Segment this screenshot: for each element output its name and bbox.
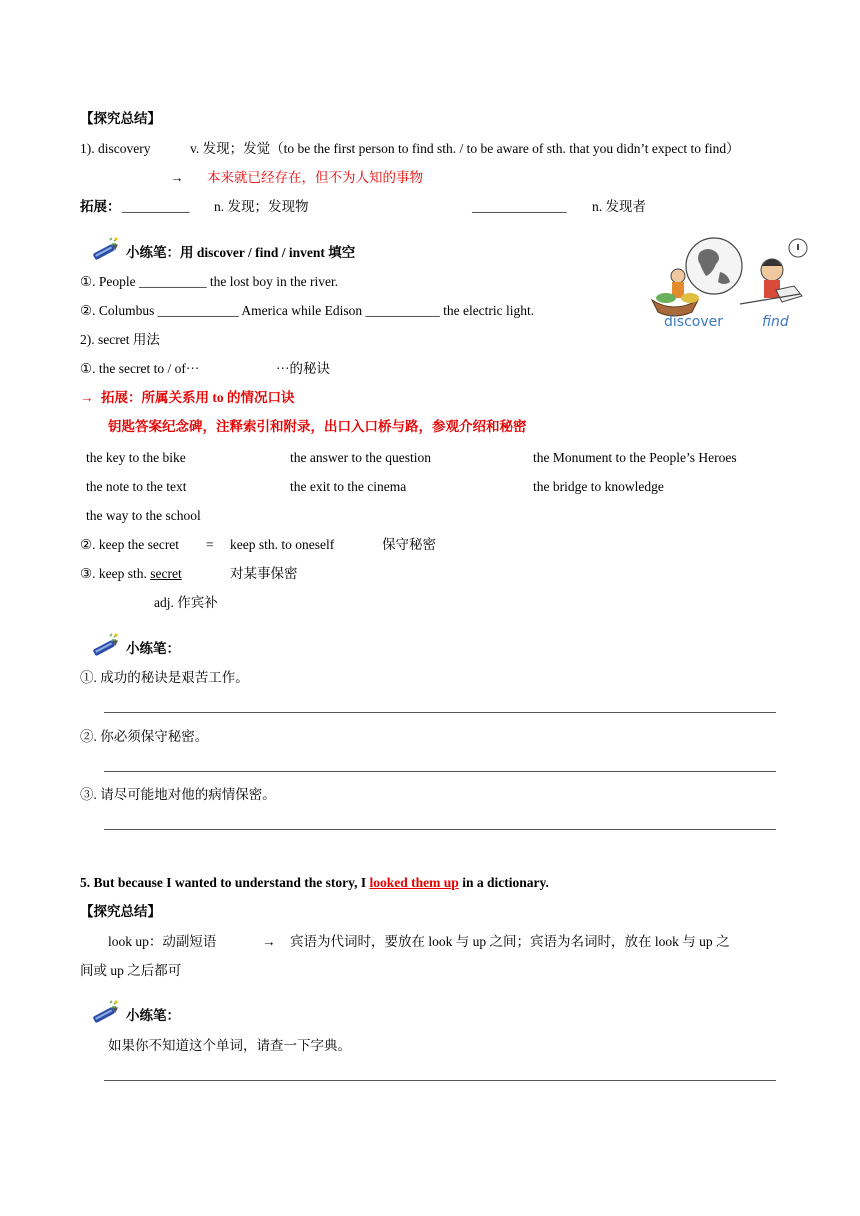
pen-icon	[88, 632, 122, 660]
answer-line[interactable]	[104, 829, 776, 830]
arrow-icon: →	[262, 934, 276, 949]
illustration-label-discover: discover	[664, 314, 723, 330]
example-cell: the bridge to knowledge	[533, 479, 664, 494]
secret-item-2: ②. keep the secret	[80, 537, 180, 552]
answer-line[interactable]	[104, 771, 776, 772]
translation-question: 如果你不知道这个单词，请查一下字典。	[108, 1038, 351, 1053]
translation-question-1: ①. 成功的秘诀是艰苦工作。	[80, 670, 249, 685]
practice-question-1: ①. People __________ the lost boy in the river.	[80, 274, 339, 289]
example-cell: the note to the text	[86, 479, 187, 494]
practice-title: 小练笔：	[126, 641, 180, 656]
illustration-label-find: find	[762, 314, 789, 330]
secret-item-1-meaning: ···的秘诀	[276, 361, 330, 376]
blank-1: __________	[122, 199, 190, 214]
example-cell: the way to the school	[86, 508, 201, 523]
grammar-note: adj. 作宾补	[154, 595, 218, 610]
practice-question-2: ②. Columbus ____________ America while Edison ___________ the electric light.	[80, 303, 535, 318]
extension-def-1: n. 发现；发现物	[214, 199, 309, 214]
blank-2: ______________	[472, 199, 567, 214]
lookup-label: look up：动副短语	[108, 934, 217, 949]
pen-icon	[88, 236, 122, 264]
example-cell: the key to the bike	[86, 450, 186, 465]
extension-label: 拓展：	[80, 199, 121, 214]
discover-find-illustration	[648, 234, 814, 338]
extension-def-2: n. 发现者	[592, 199, 646, 214]
practice-title: 小练笔：	[126, 1008, 180, 1023]
highlighted-phrase: looked them up	[369, 875, 459, 890]
secret-heading: 2). secret 用法	[80, 332, 160, 347]
discovery-term: 1). discovery	[80, 141, 151, 156]
secret-item-3: ③. keep sth. secret	[80, 566, 182, 581]
discovery-note: 本来就已经存在，但不为人知的事物	[207, 170, 423, 185]
lookup-rule-continued: 间或 up 之后都可	[80, 963, 182, 978]
answer-line[interactable]	[104, 1080, 776, 1081]
rhyme: 钥匙答案纪念碑，注释索引和附录，出口入口桥与路，参观介绍和秘密	[108, 419, 527, 434]
equals-sign: =	[206, 537, 214, 552]
example-cell: the Monument to the People’s Heroes	[533, 450, 737, 465]
pen-icon	[88, 999, 122, 1027]
arrow-icon: →	[80, 390, 94, 405]
arrow-icon: →	[170, 170, 184, 185]
answer-line[interactable]	[104, 712, 776, 713]
extension-title: 拓展：所属关系用 to 的情况口诀	[101, 390, 295, 405]
translation-question-2: ②. 你必须保守秘密。	[80, 729, 209, 744]
discovery-definition: v. 发现；发觉（to be the first person to find sth. / to be aware of sth. that you didn’t expect to find）	[190, 141, 740, 156]
section-heading: 【探究总结】	[80, 111, 161, 126]
example-cell: the answer to the question	[290, 450, 431, 465]
key-sentence: 5. But because I wanted to understand the story, I looked them up in a dictionary.	[80, 875, 549, 890]
secret-item-2-meaning: 保守秘密	[382, 537, 436, 552]
practice-title: 小练笔：用 discover / find / invent 填空	[126, 245, 356, 260]
secret-item-1: ①. the secret to / of···	[80, 361, 200, 376]
translation-question-3: ③. 请尽可能地对他的病情保密。	[80, 787, 276, 802]
section-heading: 【探究总结】	[80, 904, 161, 919]
secret-item-3-meaning: 对某事保密	[230, 566, 298, 581]
underlined-word: secret	[150, 566, 182, 581]
lookup-rule: 宾语为代词时，要放在 look 与 up 之间；宾语为名词时，放在 look 与 up 之	[290, 934, 730, 949]
secret-item-2-equivalent: keep sth. to oneself	[230, 537, 335, 552]
example-cell: the exit to the cinema	[290, 479, 407, 494]
